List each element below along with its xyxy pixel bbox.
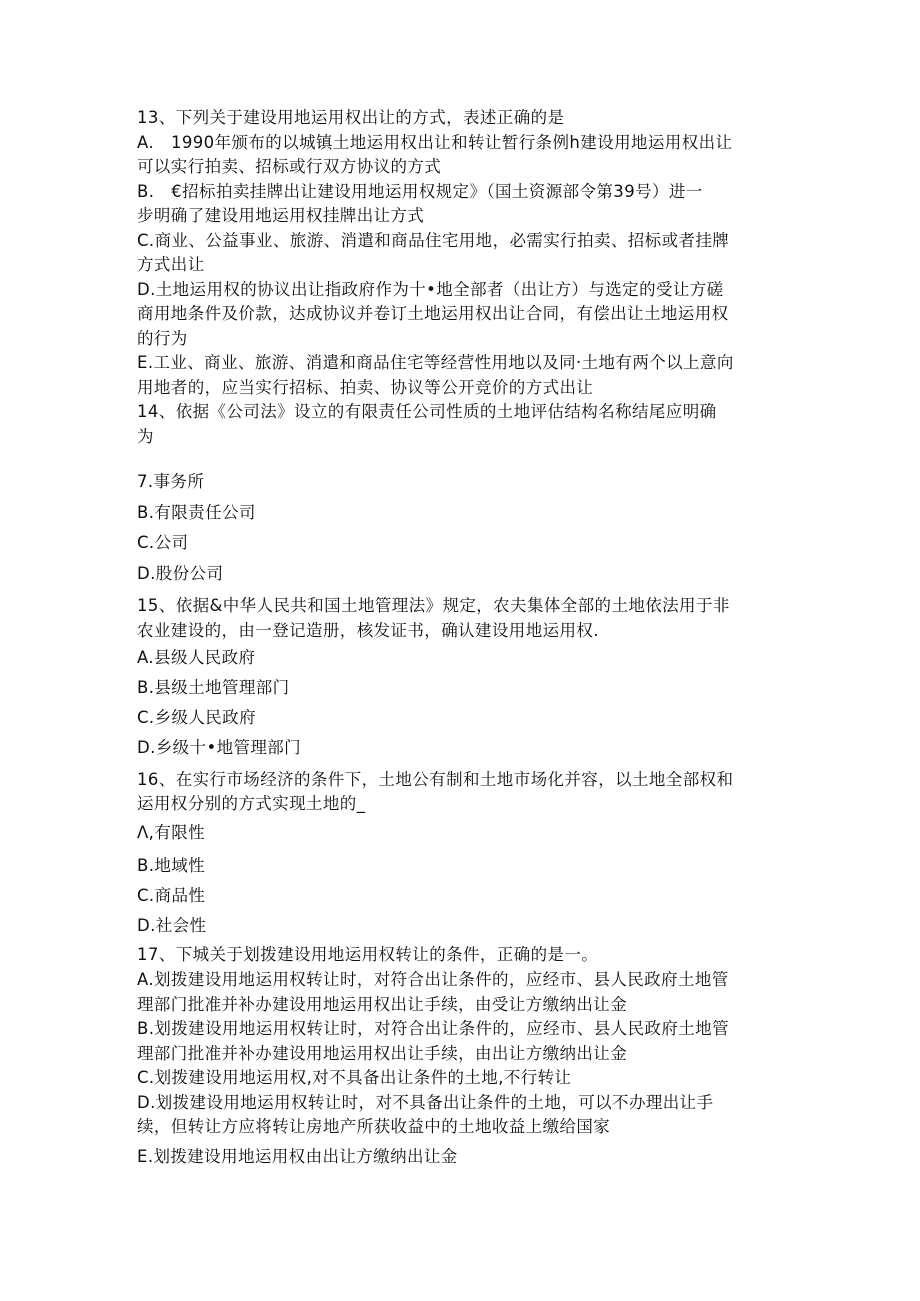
q17-option-a-cont: 理部门批准并补办建设用地运用权出让手续，由受让方缴纳出让金 — [137, 995, 628, 1014]
q17-option-e: E.划拨建设用地运用权由出让方缴纳出让金 — [137, 1147, 458, 1166]
q16-option-b: B.地域性 — [137, 856, 206, 875]
q13-option-d: D.土地运用权的协议出让指政府作为十•地全部者（出让方）与选定的受让方磋 — [137, 280, 724, 299]
q13-option-b-cont: 步明确了建设用地运用权挂牌出让方式 — [137, 206, 425, 225]
q13-option-e-cont: 用地者的，应当实行招标、拍卖、协议等公开竞价的方式出让 — [137, 378, 594, 397]
q15-stem-cont: 农业建设的，由一登记造册，核发证书，确认建设用地运用权. — [137, 621, 599, 640]
q16-option-c: C.商品性 — [137, 886, 206, 905]
q14-option-b: B.有限责任公司 — [137, 503, 256, 522]
q17-option-b: B.划拨建设用地运用权转让时，对符合出让条件的，应经市、县人民政府土地管 — [137, 1019, 729, 1038]
q14-stem: 14、依据《公司法》设立的有限责任公司性质的土地评估结构名称结尾应明确 — [137, 402, 717, 421]
q16-stem: 16、在实行市场经济的条件下，土地公有制和土地市场化并容，以土地全部权和 — [137, 770, 734, 789]
q13-option-d-cont2: 的行为 — [137, 329, 188, 348]
q13-stem: 13、下列关于建设用地运用权出让的方式，表述正确的是 — [137, 108, 565, 127]
q17-option-d: D.划拨建设用地运用权转让时，对不具备出让条件的土地，可以不办理出让手 — [137, 1093, 714, 1112]
q17-option-c: C.划拨建设用地运用权,对不具备出让条件的土地,不行转让 — [137, 1068, 572, 1087]
q14-option-d: D.股份公司 — [137, 564, 224, 583]
q15-option-a: A.县级人民政府 — [137, 648, 256, 667]
q16-option-d: D.社会性 — [137, 916, 207, 935]
q17-option-b-cont: 理部门批准并补办建设用地运用权出让手续，由出让方缴纳出让金 — [137, 1044, 628, 1063]
q14-option-a: 7.事务所 — [137, 472, 205, 491]
q17-stem: 17、下城关于划拨建设用地运用权转让的条件，正确的是一。 — [137, 945, 599, 964]
q16-stem-cont: 运用权分别的方式实现土地的_ — [137, 794, 366, 813]
q15-option-d: D.乡级十•地管理部门 — [137, 738, 302, 757]
q13-option-b: B. €招标拍卖挂牌出让建设用地运用权规定》（国土资源部令第39号）进一 — [137, 182, 703, 201]
q13-option-e: E.工业、商业、旅游、消遣和商品住宅等经营性用地以及同·土地有两个以上意向 — [137, 353, 734, 372]
q13-option-c: C.商业、公益事业、旅游、消遣和商品住宅用地，必需实行拍卖、招标或者挂牌 — [137, 231, 730, 250]
q13-option-c-cont: 方式出让 — [137, 255, 205, 274]
q15-stem: 15、依据&中华人民共和国土地管理法》规定，农夫集体全部的土地依法用于非 — [137, 596, 730, 615]
q17-option-d-cont: 续，但转让方应将转让房地产所获收益中的土地收益上缴给国家 — [137, 1117, 611, 1136]
q14-stem-cont: 为 — [137, 427, 154, 446]
q14-option-c: C.公司 — [137, 533, 189, 552]
q13-option-a: A. 1990年颁布的以城镇土地运用权出让和转让暂行条例h建设用地运用权出让 — [137, 133, 733, 152]
q15-option-b: B.县级土地管理部门 — [137, 678, 290, 697]
q13-option-a-cont: 可以实行拍卖、招标或行双方协议的方式 — [137, 157, 442, 176]
q15-option-c: C.乡级人民政府 — [137, 708, 256, 727]
q17-option-a: A.划拨建设用地运用权转让时，对符合出让条件的，应经市、县人民政府土地管 — [137, 970, 729, 989]
q13-option-d-cont1: 商用地条件及价款，达成协议并卷订土地运用权出让合同，有偿出让土地运用权 — [137, 304, 729, 323]
q16-option-a: Λ,有限性 — [137, 823, 206, 842]
